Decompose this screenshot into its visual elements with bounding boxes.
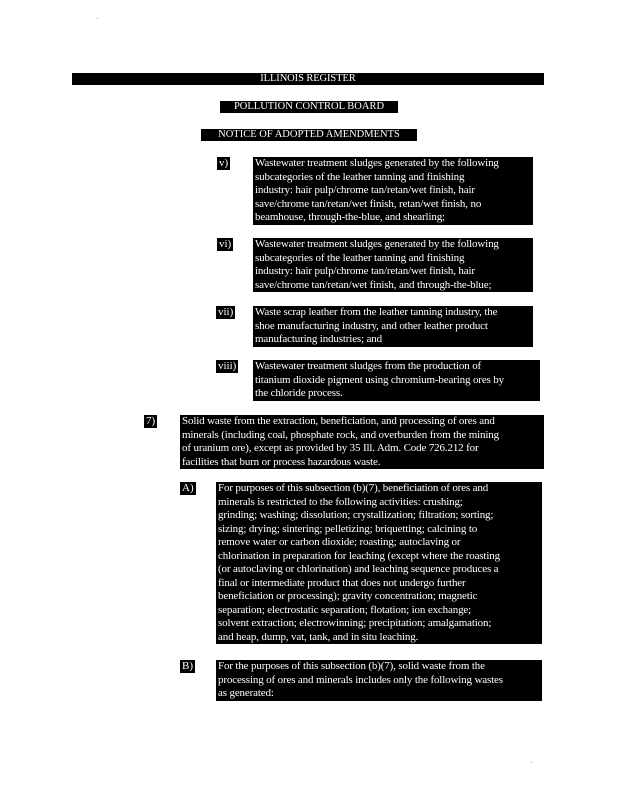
- text-line: minerals (including coal, phosphate rock, and overburden from the mining: [180, 429, 544, 443]
- text-line: remove water or carbon dioxide; roasting; autoclaving or: [216, 536, 542, 550]
- text-line: titanium dioxide pigment using chromium-bearing ores by: [253, 374, 540, 388]
- text-line: save/chrome tan/retan/wet finish, and through-the-blue;: [253, 279, 533, 293]
- item-text-vi: [253, 238, 533, 292]
- text-line: solvent extraction; electrowinning; precipitation; amalgamation;: [216, 617, 542, 631]
- notice-title: NOTICE OF ADOPTED AMENDMENTS: [201, 129, 417, 141]
- text-line: (or autoclaving or chlorination) and leaching sequence produces a: [216, 563, 542, 577]
- subsection-text-a: [216, 482, 542, 644]
- text-line: chlorination in preparation for leaching (except where the roasting: [216, 550, 542, 564]
- text-line: manufacturing industries; and: [253, 333, 533, 347]
- item-text-v: [253, 157, 533, 225]
- text-line: separation; electrostatic separation; flotation; ion exchange;: [216, 604, 542, 618]
- text-line: For the purposes of this subsection (b)(7), solid waste from the: [216, 660, 542, 674]
- scan-speck: [97, 18, 98, 19]
- text-line: sizing; drying; sintering; pelletizing; briquetting; calcining to: [216, 523, 542, 537]
- text-line: subcategories of the leather tanning and finishing: [253, 252, 533, 266]
- subsection-label-a: A): [182, 482, 194, 494]
- text-line: grinding; washing; dissolution; crystallization; filtration; sorting;: [216, 509, 542, 523]
- section-label-7: 7): [146, 415, 156, 427]
- text-line: beneficiation or processing); gravity concentration; magnetic: [216, 590, 542, 604]
- text-line: the chloride process.: [253, 387, 540, 401]
- item-label-vii: vii): [218, 306, 234, 318]
- text-line: shoe manufacturing industry, and other leather product: [253, 320, 533, 334]
- text-line: subcategories of the leather tanning and finishing: [253, 171, 533, 185]
- item-text-vii: [253, 306, 533, 347]
- text-line: industry: hair pulp/chrome tan/retan/wet finish, hair: [253, 265, 533, 279]
- text-line: Wastewater treatment sludges generated by the following: [253, 157, 533, 171]
- subsection-label-b: B): [182, 660, 193, 672]
- text-line: Waste scrap leather from the leather tanning industry, the: [253, 306, 533, 320]
- text-line: For purposes of this subsection (b)(7), beneficiation of ores and: [216, 482, 542, 496]
- register-header: ILLINOIS REGISTER: [72, 73, 544, 85]
- board-title: POLLUTION CONTROL BOARD: [220, 101, 398, 113]
- text-line: Wastewater treatment sludges generated by the following: [253, 238, 533, 252]
- text-line: final or intermediate product that does not undergo further: [216, 577, 542, 591]
- text-line: save/chrome tan/retan/wet finish, retan/wet finish, no: [253, 198, 533, 212]
- item-label-vi: vi): [219, 238, 232, 250]
- subsection-text-b: [216, 660, 542, 701]
- text-line: Solid waste from the extraction, beneficiation, and processing of ores and: [180, 415, 544, 429]
- text-line: beamhouse, through-the-blue, and shearling;: [253, 211, 533, 225]
- text-line: minerals is restricted to the following activities: crushing;: [216, 496, 542, 510]
- scan-speck: [531, 762, 532, 763]
- text-line: of uranium ore), except as provided by 35 Ill. Adm. Code 726.212 for: [180, 442, 544, 456]
- text-line: industry: hair pulp/chrome tan/retan/wet finish, hair: [253, 184, 533, 198]
- text-line: as generated:: [216, 687, 542, 701]
- item-label-v: v): [219, 157, 229, 169]
- item-text-viii: [253, 360, 540, 401]
- text-line: and heap, dump, vat, tank, and in situ leaching.: [216, 631, 542, 645]
- section-text-7: [180, 415, 544, 469]
- item-label-viii: viii): [218, 360, 237, 372]
- text-line: processing of ores and minerals includes only the following wastes: [216, 674, 542, 688]
- text-line: Wastewater treatment sludges from the production of: [253, 360, 540, 374]
- text-line: facilities that burn or process hazardous waste.: [180, 456, 544, 470]
